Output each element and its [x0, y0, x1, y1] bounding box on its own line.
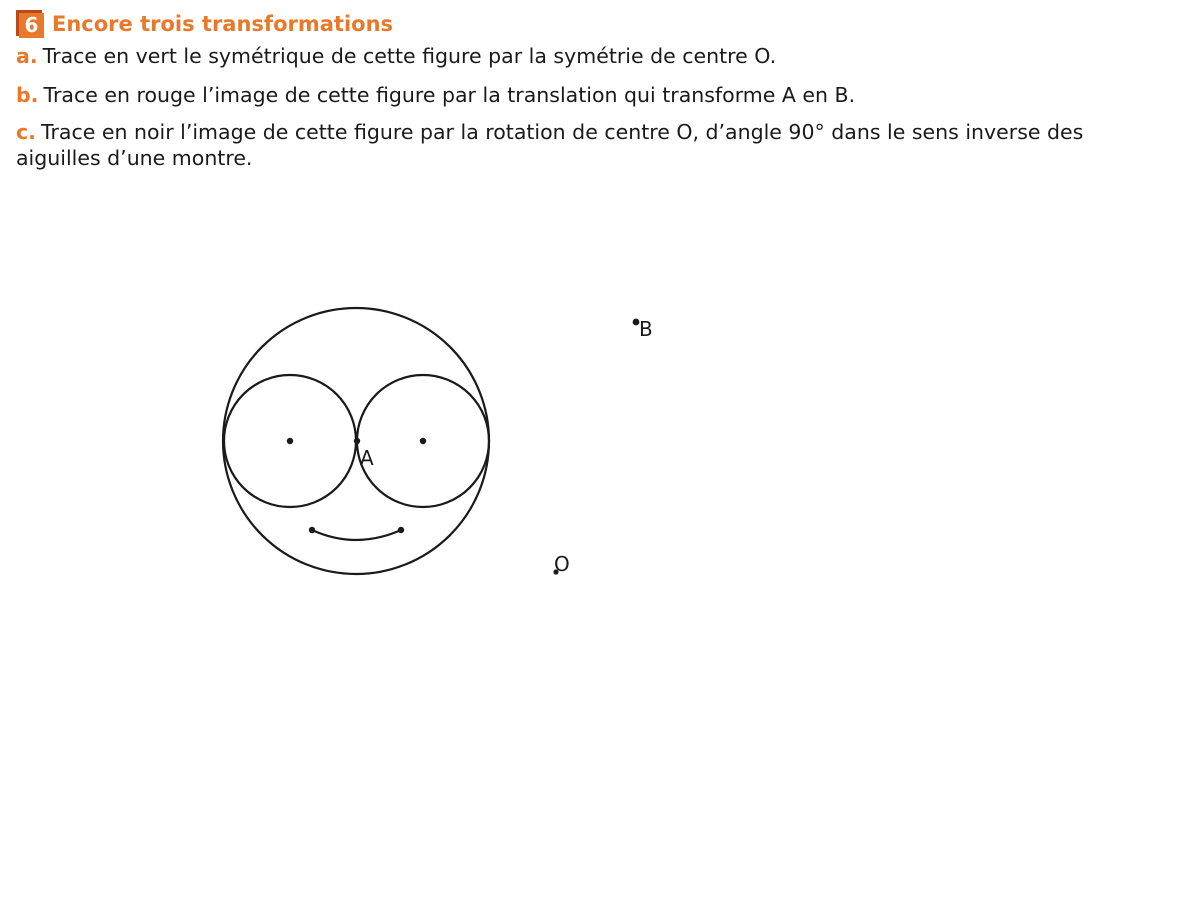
smile-arc [312, 530, 401, 540]
question-b-label: b. [16, 83, 39, 107]
question-a-text: Trace en vert le symétrique de cette figure par la symétrie de centre O. [42, 44, 777, 68]
exercise-title: Encore trois transformations [52, 12, 394, 36]
point-b-label: B [639, 317, 653, 341]
point-a-label: A [360, 446, 374, 470]
question-a-label: a. [16, 44, 38, 68]
point-a [354, 438, 360, 444]
smile-left-end [309, 527, 315, 533]
left-circle-center [287, 438, 293, 444]
right-circle-center [420, 438, 426, 444]
question-b-text: Trace en rouge l’image de cette figure par la translation qui transforme A en B. [43, 83, 856, 107]
smile-right-end [398, 527, 404, 533]
point-o-label: O [554, 552, 570, 576]
question-c-text: Trace en noir l’image de cette figure par la rotation de centre O, d’angle 90° dans le sens inverse des aiguilles d’une montre. [16, 120, 1084, 170]
exercise-number: 6 [19, 13, 44, 38]
question-c-label: c. [16, 120, 36, 144]
